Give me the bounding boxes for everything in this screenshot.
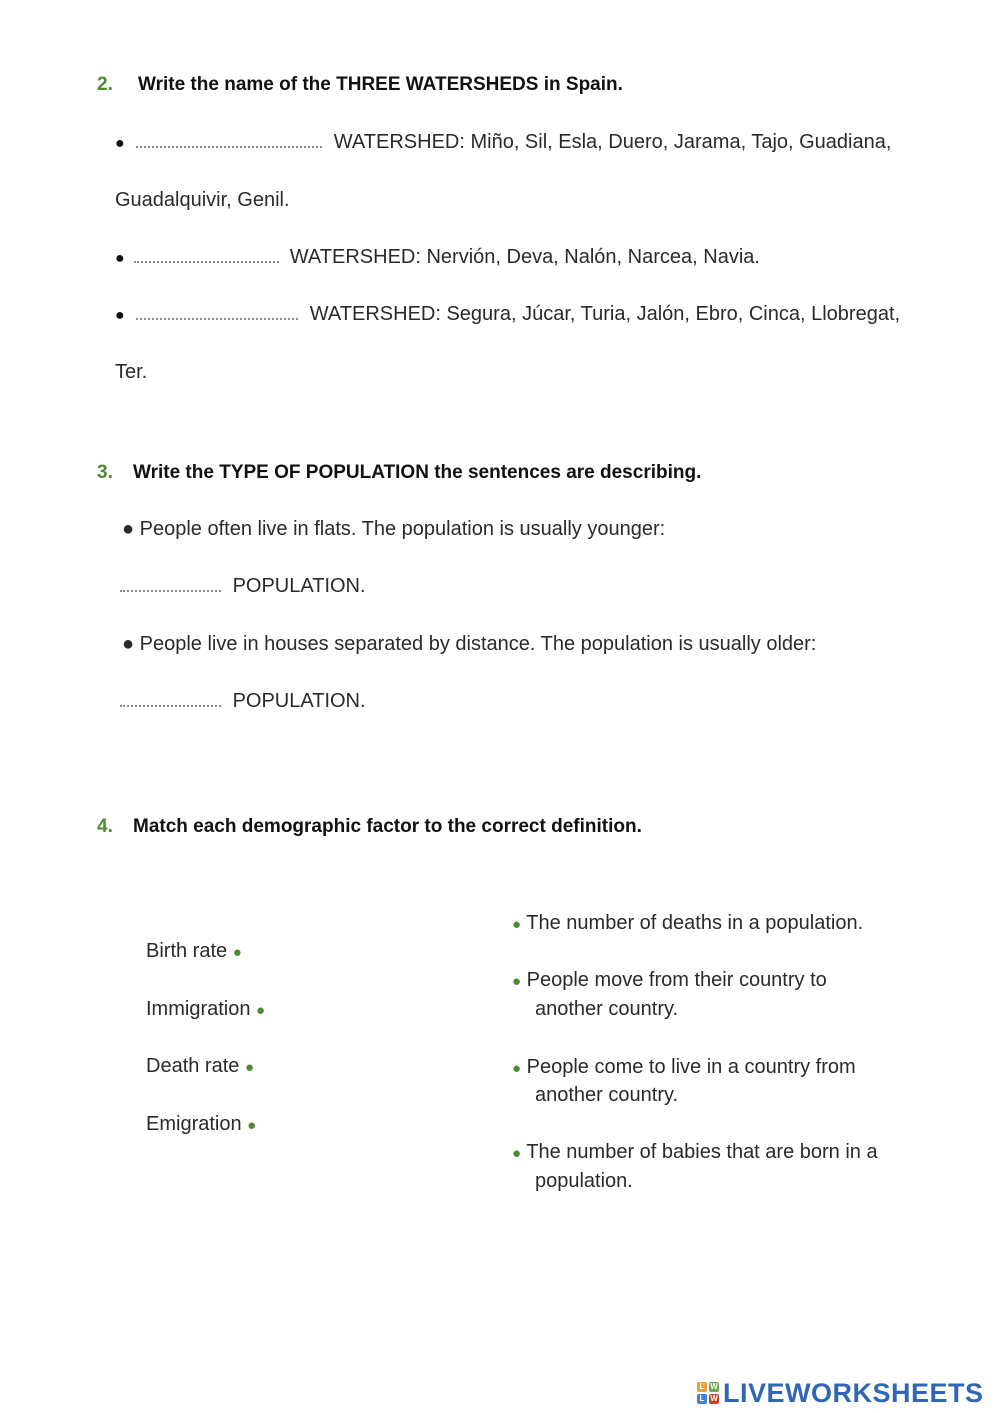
definition-text: People move from their country to bbox=[526, 969, 827, 991]
term-death-rate bbox=[146, 1055, 254, 1078]
bullet-icon: ● bbox=[115, 135, 125, 152]
q4-number: 4. bbox=[97, 816, 113, 837]
q3-answer-1-suffix: POPULATION. bbox=[232, 575, 366, 597]
q3-sentence-2: ● People live in houses separated by distance. The population is usually older: bbox=[122, 633, 817, 655]
q3-heading: Write the TYPE OF POPULATION the sentences are describing. bbox=[133, 462, 702, 483]
q3-answer-1 bbox=[120, 575, 366, 598]
match-dot-icon[interactable]: ● bbox=[512, 973, 522, 990]
definition-3 bbox=[512, 1056, 856, 1079]
term-emigration bbox=[146, 1113, 256, 1136]
q2-heading: Write the name of the THREE WATERSHEDS in Spain. bbox=[138, 74, 623, 95]
logo-grid-icon bbox=[697, 1382, 719, 1404]
term-label: Birth rate bbox=[146, 940, 228, 962]
q2-item-3-text: WATERSHED: Segura, Júcar, Turia, Jalón, Ebro, Cinca, Llobregat, bbox=[309, 303, 901, 325]
q2-item-1-text: WATERSHED: Miño, Sil, Esla, Duero, Jarama, Tajo, Guadiana, bbox=[333, 131, 892, 153]
q2-item-1 bbox=[115, 131, 891, 154]
population-answer-field-2[interactable] bbox=[120, 705, 221, 707]
definition-3-continuation: another country. bbox=[535, 1084, 679, 1106]
match-dot-icon[interactable]: ● bbox=[244, 1059, 255, 1076]
bullet-icon: ● bbox=[115, 250, 125, 267]
term-birth-rate bbox=[146, 940, 242, 963]
definition-text: The number of babies that are born in a bbox=[526, 1141, 878, 1163]
term-label: Death rate bbox=[146, 1055, 240, 1077]
match-dot-icon[interactable]: ● bbox=[512, 1060, 522, 1077]
logo-tile: L bbox=[697, 1394, 707, 1404]
definition-text: The number of deaths in a population. bbox=[526, 912, 864, 934]
q2-item-2-text: WATERSHED: Nervión, Deva, Nalón, Narcea, Navia. bbox=[289, 246, 760, 268]
match-dot-icon[interactable]: ● bbox=[232, 944, 242, 961]
definition-text: People come to live in a country from bbox=[526, 1056, 856, 1078]
definition-2-continuation: another country. bbox=[535, 998, 679, 1020]
bullet-icon: ● bbox=[115, 307, 125, 324]
q2-item-3-continuation: Ter. bbox=[115, 361, 148, 383]
logo-tile: L bbox=[697, 1382, 707, 1392]
term-label: Immigration bbox=[146, 998, 251, 1020]
logo-tile: W bbox=[710, 1394, 718, 1403]
match-dot-icon[interactable]: ● bbox=[256, 1002, 266, 1019]
q2-item-2 bbox=[115, 246, 760, 269]
q2-item-1-continuation: Guadalquivir, Genil. bbox=[115, 189, 290, 211]
population-answer-field-1[interactable] bbox=[120, 590, 221, 592]
q3-answer-2 bbox=[120, 690, 366, 713]
watershed-answer-field-2[interactable] bbox=[134, 261, 279, 263]
definition-1 bbox=[512, 912, 863, 935]
q4-heading: Match each demographic factor to the correct definition. bbox=[133, 816, 642, 837]
match-dot-icon[interactable]: ● bbox=[247, 1117, 257, 1134]
logo-tile: W bbox=[710, 1382, 718, 1391]
q2-number: 2. bbox=[97, 74, 113, 95]
liveworksheets-logo bbox=[697, 1378, 984, 1408]
watershed-answer-field-3[interactable] bbox=[136, 318, 298, 320]
logo-text: LIVEWORKSHEETS bbox=[723, 1377, 984, 1408]
definition-2 bbox=[512, 969, 827, 992]
watershed-answer-field-1[interactable] bbox=[136, 146, 322, 148]
q3-number: 3. bbox=[97, 462, 113, 483]
match-dot-icon[interactable]: ● bbox=[512, 1145, 522, 1162]
q2-item-3 bbox=[115, 303, 900, 326]
definition-4-continuation: population. bbox=[535, 1170, 633, 1192]
match-dot-icon[interactable]: ● bbox=[512, 916, 522, 933]
definition-4 bbox=[512, 1141, 878, 1164]
q3-sentence-1: ● People often live in flats. The population is usually younger: bbox=[122, 518, 666, 540]
term-immigration bbox=[146, 998, 265, 1021]
term-label: Emigration bbox=[146, 1113, 242, 1135]
q3-answer-2-suffix: POPULATION. bbox=[232, 690, 366, 712]
